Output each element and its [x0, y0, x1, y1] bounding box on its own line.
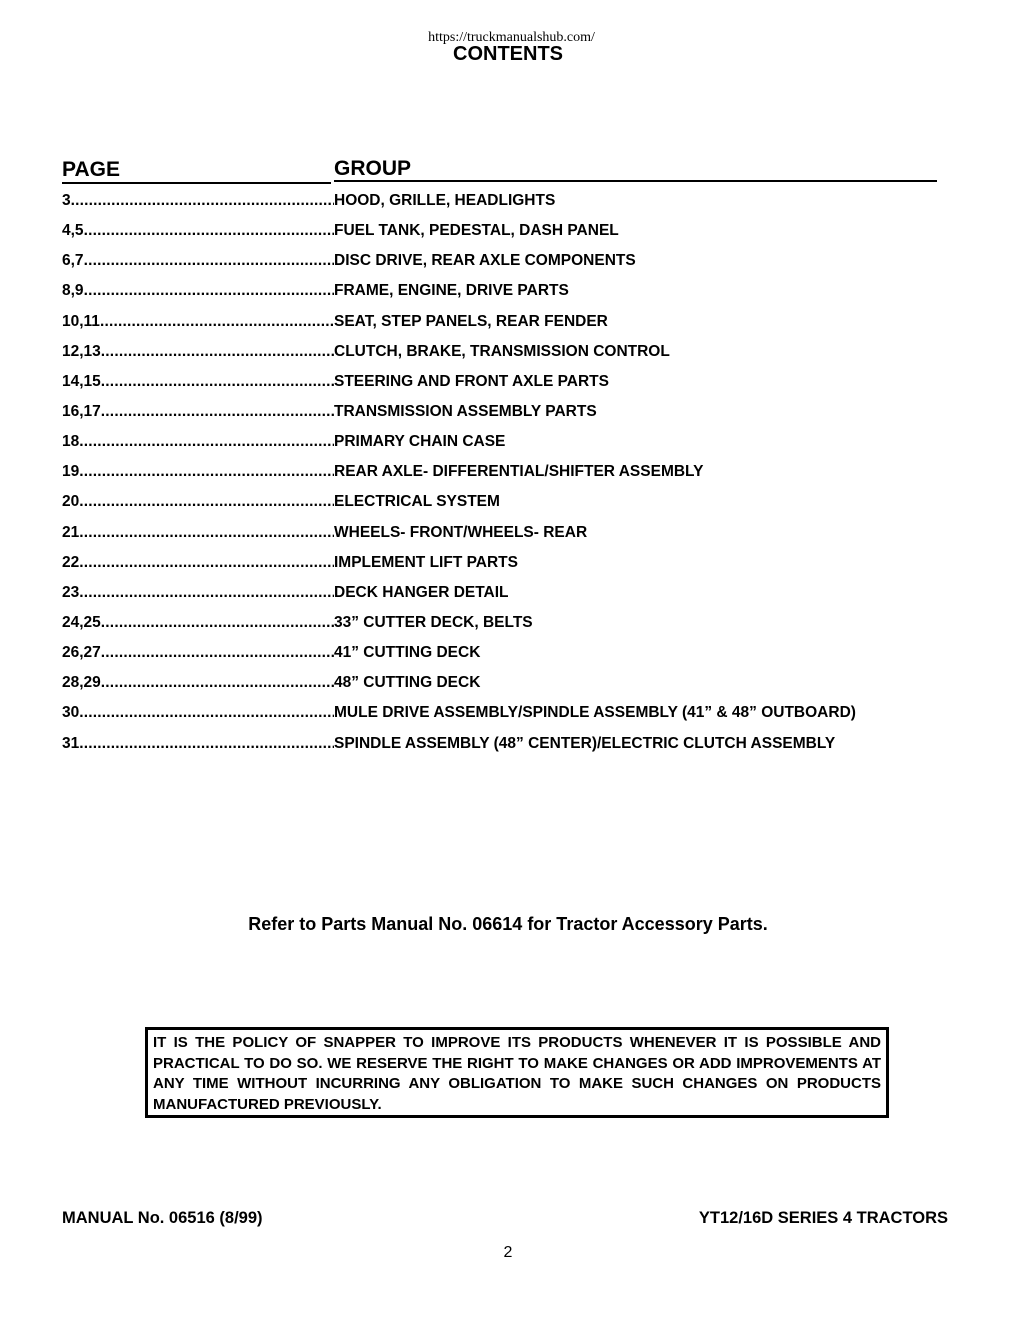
toc-group-name: 33” CUTTER DECK, BELTS: [334, 613, 533, 631]
toc-group-name: SEAT, STEP PANELS, REAR FENDER: [334, 312, 608, 330]
toc-group-name: MULE DRIVE ASSEMBLY/SPINDLE ASSEMBLY (41” & 48” OUTBOARD): [334, 704, 856, 722]
toc-group-name: REAR AXLE- DIFFERENTIAL/SHIFTER ASSEMBLY: [334, 463, 704, 481]
toc-page-number: 24,25 .....: [62, 612, 334, 634]
toc-row: [62, 431, 942, 461]
toc-group-name: DISC DRIVE, REAR AXLE COMPONENTS: [334, 252, 636, 270]
toc-row: [62, 522, 942, 552]
toc-row: [62, 190, 942, 220]
toc-row: [62, 461, 942, 491]
tractor-series: YT12/16D SERIES 4 TRACTORS: [698, 1209, 948, 1227]
table-of-contents: [62, 190, 942, 763]
toc-row: [62, 401, 942, 431]
toc-page-number: 6,7 .....: [62, 250, 334, 272]
toc-group-name: 48” CUTTING DECK: [334, 674, 481, 692]
toc-row: [62, 642, 942, 672]
toc-group-name: TRANSMISSION ASSEMBLY PARTS: [334, 402, 597, 420]
toc-page-number: 31 .....: [62, 733, 334, 755]
toc-row: [62, 341, 942, 371]
toc-page-number: 26,27 .....: [62, 642, 334, 664]
toc-page-number: 12,13 .....: [62, 341, 334, 363]
toc-group-name: FRAME, ENGINE, DRIVE PARTS: [334, 282, 569, 300]
toc-row: [62, 220, 942, 250]
toc-row: [62, 552, 942, 582]
toc-page-number: 22 .....: [62, 552, 334, 574]
toc-group-name: 41” CUTTING DECK: [334, 644, 481, 662]
source-url[interactable]: https://truckmanualshub.com/: [428, 30, 595, 45]
toc-row: [62, 702, 942, 732]
group-column-header: GROUP: [334, 157, 937, 182]
toc-page-number: 23 .....: [62, 582, 334, 604]
policy-notice-box: IT IS THE POLICY OF SNAPPER TO IMPROVE ITS PRODUCTS WHENEVER IT IS POSSIBLE AND PRACTICAL TO DO SO. WE RESERVE THE RIGHT TO MAKE CHANGES OR ADD IMPROVEMENTS AT ANY TIME WITHOUT INCURRING ANY OBLIGATION TO MAKE SUCH CHANGES ON PRODUCTS MANUFACTURED PREVIOUSLY.: [145, 1027, 889, 1118]
toc-row: [62, 491, 942, 521]
toc-group-name: PRIMARY CHAIN CASE: [334, 433, 506, 451]
toc-row: [62, 733, 942, 763]
toc-page-number: 20 .....: [62, 491, 334, 513]
toc-group-name: HOOD, GRILLE, HEADLIGHTS: [334, 192, 556, 209]
accessory-parts-note: Refer to Parts Manual No. 06614 for Tractor Accessory Parts.: [248, 914, 768, 934]
toc-page-number: 10,11 .....: [62, 311, 334, 333]
toc-group-name: SPINDLE ASSEMBLY (48” CENTER)/ELECTRIC CLUTCH ASSEMBLY: [334, 734, 836, 752]
toc-page-number: 3 .....: [62, 190, 334, 212]
toc-row: [62, 612, 942, 642]
toc-row: [62, 672, 942, 702]
page-number: 2: [503, 1244, 513, 1261]
toc-group-name: STEERING AND FRONT AXLE PARTS: [334, 372, 609, 390]
toc-page-number: 14,15 .....: [62, 371, 334, 393]
toc-page-number: 18 .....: [62, 431, 334, 453]
toc-group-name: IMPLEMENT LIFT PARTS: [334, 553, 518, 571]
toc-page-number: 28,29 .....: [62, 672, 334, 694]
toc-group-name: CLUTCH, BRAKE, TRANSMISSION CONTROL: [334, 342, 670, 360]
toc-row: [62, 371, 942, 401]
page-title: CONTENTS: [453, 43, 563, 65]
toc-page-number: 21 .....: [62, 522, 334, 544]
toc-group-name: FUEL TANK, PEDESTAL, DASH PANEL: [334, 222, 619, 240]
toc-group-name: DECK HANGER DETAIL: [334, 583, 509, 601]
toc-group-name: ELECTRICAL SYSTEM: [334, 493, 500, 511]
toc-page-number: 19 .....: [62, 461, 334, 483]
toc-row: [62, 250, 942, 280]
toc-page-number: 16,17 .....: [62, 401, 334, 423]
manual-number: MANUAL No. 06516 (8/99): [62, 1209, 263, 1227]
toc-page-number: 30 .....: [62, 702, 334, 724]
page-column-header: PAGE: [62, 157, 331, 184]
toc-group-name: WHEELS- FRONT/WHEELS- REAR: [334, 523, 588, 541]
toc-page-number: 8,9 .....: [62, 280, 334, 302]
toc-page-number: 4,5 .....: [62, 220, 334, 242]
toc-row: [62, 280, 942, 310]
toc-row: [62, 311, 942, 341]
toc-row: [62, 582, 942, 612]
